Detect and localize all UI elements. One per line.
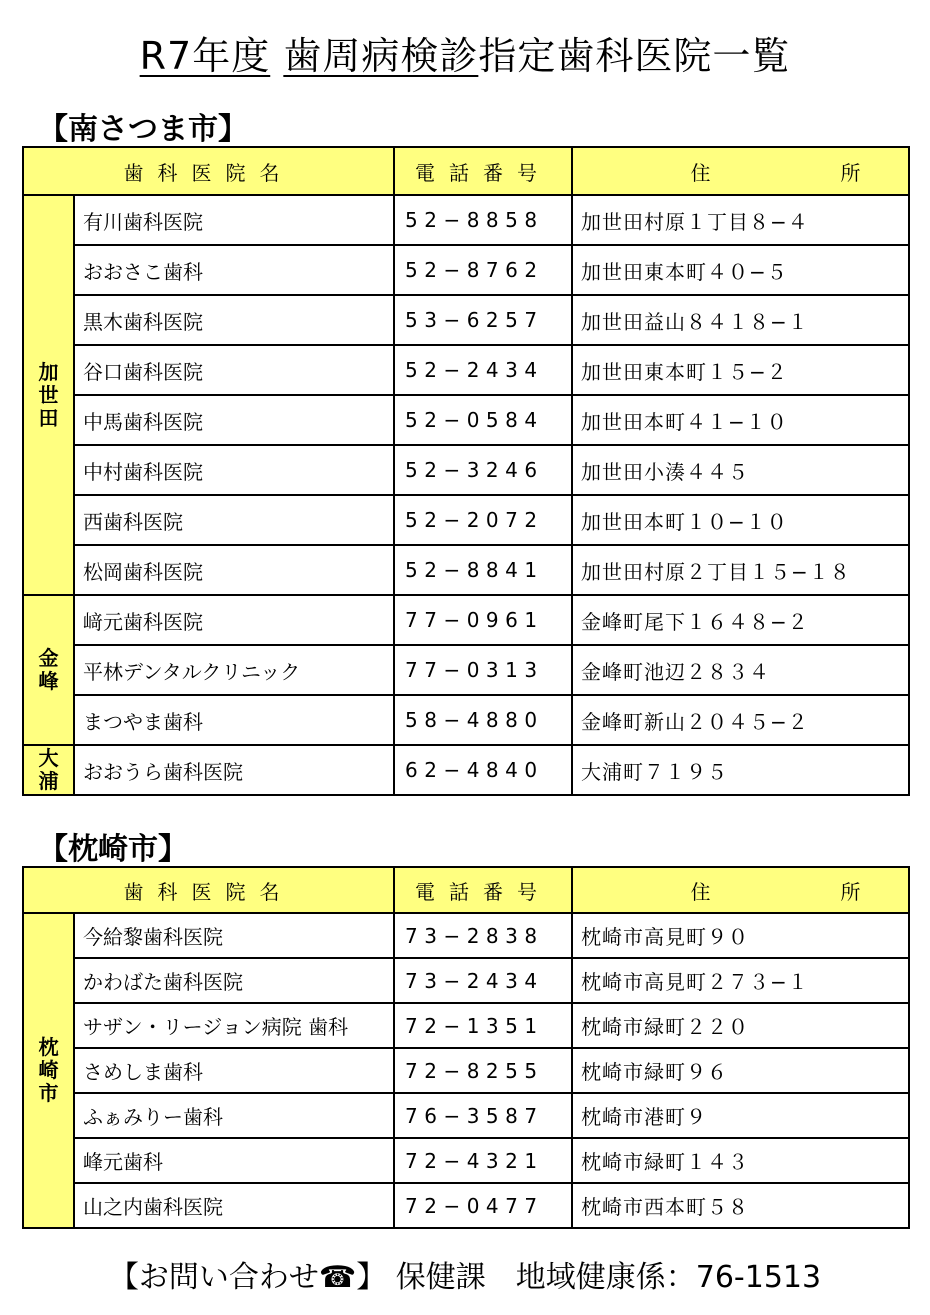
phone-number: 52−8841 xyxy=(394,545,572,595)
header-tel: 電話番号 xyxy=(394,867,572,913)
phone-number: 72−4321 xyxy=(394,1138,572,1183)
table-row xyxy=(23,1093,909,1138)
clinic-name: 峰元歯科 xyxy=(74,1138,394,1183)
clinic-name: 谷口歯科医院 xyxy=(74,345,394,395)
phone-number: 52−3246 xyxy=(394,445,572,495)
phone-number: 77−0961 xyxy=(394,595,572,645)
clinic-name: かわばた歯科医院 xyxy=(74,958,394,1003)
clinic-name: 中村歯科医院 xyxy=(74,445,394,495)
phone-number: 62−4840 xyxy=(394,745,572,795)
table-row xyxy=(23,245,909,295)
city-heading-minamisatsuma: 【南さつま市】 xyxy=(38,112,248,147)
phone-number: 53−6257 xyxy=(394,295,572,345)
address: 加世田益山８４１８−１ xyxy=(572,295,909,345)
page-title xyxy=(0,32,930,80)
clinic-name: おおさこ歯科 xyxy=(74,245,394,295)
address: 枕崎市緑町１４３ xyxy=(572,1138,909,1183)
table-row xyxy=(23,745,909,795)
address: 加世田本町４１−１０ xyxy=(572,395,909,445)
clinic-name: 西歯科医院 xyxy=(74,495,394,545)
table-header-row xyxy=(23,147,909,195)
address: 枕崎市緑町９６ xyxy=(572,1048,909,1093)
table-row xyxy=(23,445,909,495)
header-addr: 住 所 xyxy=(572,867,909,913)
phone-number: 72−1351 xyxy=(394,1003,572,1048)
header-addr: 住 所 xyxy=(572,147,909,195)
clinic-name: 松岡歯科医院 xyxy=(74,545,394,595)
table-row xyxy=(23,913,909,958)
table-row xyxy=(23,295,909,345)
table-row xyxy=(23,1003,909,1048)
table-row xyxy=(23,958,909,1003)
address: 加世田村原１丁目８−４ xyxy=(572,195,909,245)
table-row xyxy=(23,645,909,695)
address: 枕崎市高見町９０ xyxy=(572,913,909,958)
phone-number: 73−2838 xyxy=(394,913,572,958)
phone-number: 52−8762 xyxy=(394,245,572,295)
table-row xyxy=(23,1183,909,1228)
address: 加世田村原２丁目１５−１８ xyxy=(572,545,909,595)
clinic-name: 﨑元歯科医院 xyxy=(74,595,394,645)
table-row xyxy=(23,1048,909,1093)
region-cell: 枕崎市 xyxy=(23,913,74,1228)
phone-number: 52−8858 xyxy=(394,195,572,245)
address: 加世田東本町１５−２ xyxy=(572,345,909,395)
phone-number: 72−8255 xyxy=(394,1048,572,1093)
address: 枕崎市港町９ xyxy=(572,1093,909,1138)
clinic-table-minamisatsuma xyxy=(22,146,910,796)
phone-number: 73−2434 xyxy=(394,958,572,1003)
clinic-name: さめしま歯科 xyxy=(74,1048,394,1093)
table-row xyxy=(23,1138,909,1183)
title-year: R7年度 xyxy=(139,34,271,78)
address: 大浦町７１９５ xyxy=(572,745,909,795)
phone-number: 52−2434 xyxy=(394,345,572,395)
phone-number: 76−3587 xyxy=(394,1093,572,1138)
table-row xyxy=(23,345,909,395)
address: 枕崎市高見町２７３−１ xyxy=(572,958,909,1003)
clinic-name: まつやま歯科 xyxy=(74,695,394,745)
header-tel: 電話番号 xyxy=(394,147,572,195)
address: 枕崎市緑町２２０ xyxy=(572,1003,909,1048)
phone-number: 72−0477 xyxy=(394,1183,572,1228)
clinic-name: 黒木歯科医院 xyxy=(74,295,394,345)
table-row xyxy=(23,545,909,595)
header-name: 歯科医院名 xyxy=(23,867,394,913)
phone-number: 77−0313 xyxy=(394,645,572,695)
clinic-name: おおうら歯科医院 xyxy=(74,745,394,795)
clinic-name: 山之内歯科医院 xyxy=(74,1183,394,1228)
table-row xyxy=(23,695,909,745)
phone-number: 52−0584 xyxy=(394,395,572,445)
clinic-name: 有川歯科医院 xyxy=(74,195,394,245)
clinic-name: サザン・リージョン病院 歯科 xyxy=(74,1003,394,1048)
header-name: 歯科医院名 xyxy=(23,147,394,195)
clinic-name: ふぁみりー歯科 xyxy=(74,1093,394,1138)
region-cell: 加世田 xyxy=(23,195,74,595)
contact-footer: 【お問い合わせ☎】 保健課 地域健康係：76-1513 xyxy=(108,1260,822,1295)
address: 加世田小湊４４５ xyxy=(572,445,909,495)
clinic-name: 中馬歯科医院 xyxy=(74,395,394,445)
clinic-name: 平林デンタルクリニック xyxy=(74,645,394,695)
title-checkup: 歯周病検診 xyxy=(283,34,479,78)
region-cell: 金峰 xyxy=(23,595,74,745)
title-list: 指定歯科医院一覧 xyxy=(478,34,791,78)
clinic-table-makurazaki xyxy=(22,866,910,1229)
city-heading-makurazaki: 【枕崎市】 xyxy=(38,832,188,867)
address: 枕崎市西本町５８ xyxy=(572,1183,909,1228)
table-row xyxy=(23,395,909,445)
phone-number: 52−2072 xyxy=(394,495,572,545)
address: 加世田本町１０−１０ xyxy=(572,495,909,545)
table-row xyxy=(23,195,909,245)
address: 金峰町尾下１６４８−２ xyxy=(572,595,909,645)
table-row xyxy=(23,495,909,545)
address: 加世田東本町４０−５ xyxy=(572,245,909,295)
table-row xyxy=(23,595,909,645)
table-header-row xyxy=(23,867,909,913)
region-cell: 大浦 xyxy=(23,745,74,795)
address: 金峰町池辺２８３４ xyxy=(572,645,909,695)
clinic-name: 今給黎歯科医院 xyxy=(74,913,394,958)
phone-number: 58−4880 xyxy=(394,695,572,745)
address: 金峰町新山２０４５−２ xyxy=(572,695,909,745)
